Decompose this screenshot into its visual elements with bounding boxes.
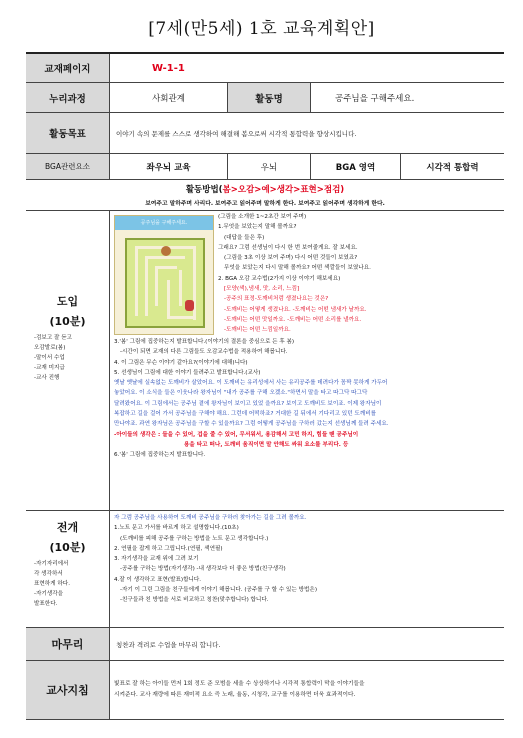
row-page xyxy=(26,54,504,83)
dev-label: 전개 xyxy=(56,521,79,534)
maze-icon xyxy=(125,238,205,328)
intro-items: -검보고 잘 듣고 오감발로(봄) -말이서 수업 -교재 미지급 -교사 진행 xyxy=(34,335,72,381)
row-course xyxy=(26,83,504,113)
bga-brain: 좌우뇌 교육 xyxy=(110,154,228,179)
end-label: 마무리 xyxy=(26,628,110,660)
row-dev xyxy=(26,511,504,628)
row-intro xyxy=(26,211,504,511)
bga-label: BGA관련요소 xyxy=(26,154,110,179)
bga-area-value: 시각적 통합력 xyxy=(426,162,479,173)
intro-label: 도입 xyxy=(56,295,79,308)
dev-items: -자기자리에서 각 생각하서 표현하게 하다. -자기생각을 발표한다. xyxy=(34,561,70,607)
tip-label: 교사지침 xyxy=(26,661,110,719)
methods-cell xyxy=(26,180,504,210)
bga-hemisphere: 우뇌 xyxy=(228,154,311,179)
row-end xyxy=(26,628,504,661)
intro-right-text: (그림을 소개한 1~2초간 보여 주며) 1.무엇을 보았는지 말해 볼까요? (대답을 들은 후) 그래요? 그럼 선생님이 다시 한 번 보여줄게요. 잘 보세요. (그림을 3초 이상 보여 주며) 다시 어떤 것들이 보였죠? 무엇을 보았는지 다시 말해 볼까요? 어떤 색깔들이 보였나요. 2. BGA 오감 교수법(2가지 이상 이야기 해보세요) [모양(색),냄새, 맛, 소리, 느낌] -공주의 표정-도깨비처럼 생겼나요는 것은? -도깨비는 어떻게 생겼나요. -도깨비는 어떤 냄새가 날까요. -도깨비는 어떤 맛일까요. -도깨비는 어떤 소리를 낼까요. -도깨비는 어떤 느낌일까요. xyxy=(218,214,371,334)
activity-label: 활동명 xyxy=(228,83,311,112)
end-value: 칭찬과 격려로 수업을 마무리 합니다. xyxy=(116,640,221,649)
goal-value: 이야기 속의 문제를 스스로 생각하여 해결해 봄으로써 시각적 통합력을 향상시킵니다. xyxy=(116,129,357,138)
princess-icon xyxy=(185,300,194,311)
row-bga xyxy=(26,154,504,180)
tip-value: 빛표로 잘 하는 아이들 먼저 1회 정도 준 모범을 세울 수 상상하기나 시각적 통합력이 막을 이야기들을 시켜준다. 교사 재량에 따른 재미적 요소 즉 노래, 율동, 시청각, 교구를 이용하면 더욱 효과적이다. xyxy=(114,681,365,698)
intro-time: (10분) xyxy=(49,315,86,328)
intro-full-text: 3.'봄' 그림에 집중하는지 발표합니다.(이야기의 결론을 중심으로 든 후 봄) -시간이 되면 교재의 다른 그림들도 오감교수법을 적용하여 해봅니다. 4. 이 그림은 무슨 이야기 같아요?(이야기에 대해)니다) 5. 선생님이 그림에 대한 이야기 들려주고 발표합니다.(교사) 옛날 옛날에 실속없는 도깨비가 살았어요. 이 도깨비는 유리성에서 사는 유리공주를 데려다가 꼼짝 못하게 가두어 놓았어요. 이 소식을 들은 이웃나라 왕자님이 "내가 공주를 구해 오겠소."하면서 말을 타고 따그닥 따그닥 달려왔어요. 이 그림에서는 공주님 곁에 왕자님이 보이고 있었 을까요? 보이고 도깨비도 보이죠. 이제 왕자님이 복잡하고 길을 걸어 가서 공주님을 구해야 해요. 그런데 어떡하죠? 거대한 길 뒤에서 기다리고 있던 도깨비를 만나야죠. 과연 왕자님은 공주님을 구할 수 있을까요? 그럼 어떻게 공주님을 구하러 갔는지 선생님께 들려 주세요. -아이들의 생각은 : 들을 수 있어, 겁을 줄 수 있어, 무서워서, 용감해서 고민 하지, 힘들 땐 공주님이 용을 타고 떠나, 도깨비 움직이면 말 안해도 싸워 요소를 부리다. 등 6.'봄' 그림에 집중하는지 발표합니다. xyxy=(114,339,389,459)
dev-time: (10분) xyxy=(49,541,86,554)
methods-subtitle: 보여주고 말하주며 사리다. 보여주고 읽어주며 말하게 한다. 보여주고 읽어주며 생각하게 한다. xyxy=(145,201,385,207)
row-tip xyxy=(26,661,504,720)
goblin-icon xyxy=(161,246,171,256)
row-goal xyxy=(26,113,504,154)
dev-text: 자 그럼 공주님을 사용하여 도깨비 공주님을 구하러 찾아가는 길을 그려 볼까요. 1.노트 문고 가서를 바르게 하고 설명합니다.(10초) (도깨비를 피해 공주를 구하는 방법을 노트 문고 생각합니다.) 2. 연필을 잡게 하고 그립니다.(연필, 색연필) 3. 자기생각을 교재 위에 그려 보기 -공주를 구하는 방법(자기생각) -내 생각보다 더 좋은 방법(친구생각) 4.잘 이 생각하고 표현(발표)합니다. -자기 이 그린 그림을 친구들에게 이야기 해봅니다. (공주를 구 할 수 있는 방법은) -친구들과 친 방법을 서로 비교하고 칭찬(맞추합니다) 합니다. xyxy=(114,515,318,604)
row-methods xyxy=(26,180,504,211)
dev-body xyxy=(110,511,504,627)
lesson-plan-table xyxy=(26,52,504,720)
course-value: 사회관계 xyxy=(110,83,228,112)
activity-value: 공주님을 구해주세요. xyxy=(335,93,415,104)
dev-left xyxy=(26,511,110,627)
page-label: 교재페이지 xyxy=(26,54,110,82)
page-title: [7세(만5세) 1호 교육계획안] xyxy=(148,19,375,39)
maze-picture xyxy=(114,215,214,335)
page-value: W-1-1 xyxy=(152,62,185,74)
bga-area-label: BGA 영역 xyxy=(311,154,401,179)
intro-left xyxy=(26,211,110,510)
maze-picture-header: 공주님을 구해주세요. xyxy=(115,216,213,230)
intro-body xyxy=(110,211,504,510)
goal-label: 활동목표 xyxy=(26,113,110,153)
methods-title: 활동방법(봄>오감>예>생각>표현>점검) xyxy=(185,185,345,195)
course-label: 누리과정 xyxy=(26,83,110,112)
